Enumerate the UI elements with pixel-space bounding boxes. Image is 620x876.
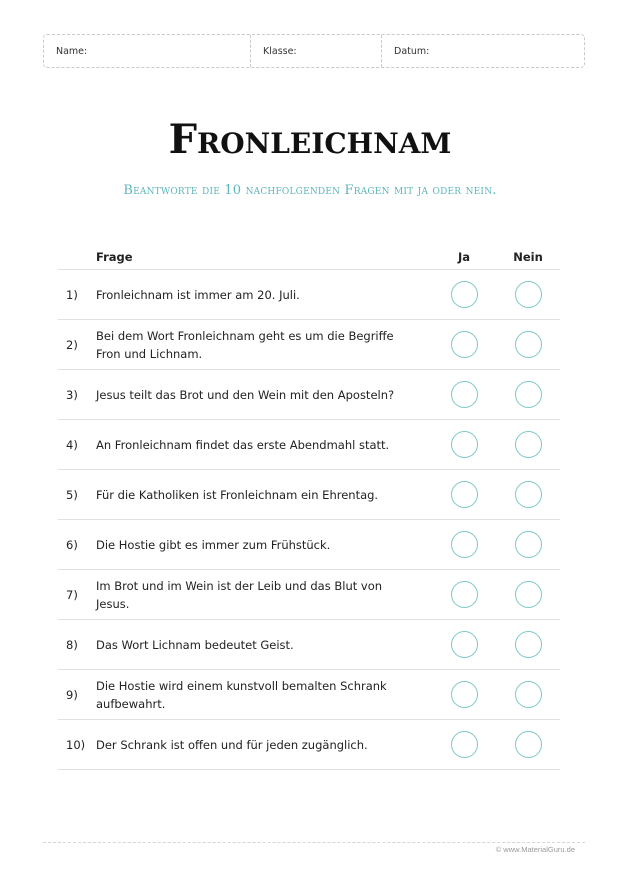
yes-cell xyxy=(432,631,496,658)
yes-answer-circle[interactable] xyxy=(451,581,478,608)
class-field[interactable] xyxy=(250,35,381,67)
header-no: Nein xyxy=(513,249,543,264)
no-answer-circle[interactable] xyxy=(515,631,542,658)
question-number: 9) xyxy=(66,687,78,702)
no-cell xyxy=(496,431,560,458)
table-row xyxy=(58,570,560,620)
class-label: Klasse: xyxy=(263,45,297,57)
instructions: Beantworte die 10 nachfolgenden Fragen mit ja oder nein. xyxy=(123,183,497,198)
question-number: 2) xyxy=(66,337,78,352)
yes-answer-circle[interactable] xyxy=(451,681,478,708)
footer-divider xyxy=(43,842,585,843)
yes-answer-circle[interactable] xyxy=(451,731,478,758)
table-row xyxy=(58,670,560,720)
yes-cell xyxy=(432,731,496,758)
name-label: Name: xyxy=(56,45,88,57)
table-row xyxy=(58,620,560,670)
no-cell xyxy=(496,681,560,708)
name-field[interactable] xyxy=(44,35,250,67)
table-row xyxy=(58,320,560,370)
no-cell xyxy=(496,481,560,508)
no-cell xyxy=(496,631,560,658)
yes-answer-circle[interactable] xyxy=(451,331,478,358)
student-info-box xyxy=(43,34,585,68)
yes-answer-circle[interactable] xyxy=(451,631,478,658)
table-header xyxy=(58,244,560,270)
question-number: 4) xyxy=(66,437,78,452)
no-answer-circle[interactable] xyxy=(515,381,542,408)
yes-cell xyxy=(432,381,496,408)
question-text: Der Schrank ist offen und für jeden zugänglich. xyxy=(96,737,368,752)
question-number: 10) xyxy=(66,737,86,752)
yes-cell xyxy=(432,281,496,308)
yes-cell xyxy=(432,681,496,708)
table-row xyxy=(58,520,560,570)
question-text: Jesus teilt das Brot und den Wein mit den Aposteln? xyxy=(96,387,395,402)
question-text: An Fronleichnam findet das erste Abendmahl statt. xyxy=(96,437,390,452)
no-cell xyxy=(496,531,560,558)
no-answer-circle[interactable] xyxy=(515,431,542,458)
question-text: Für die Katholiken ist Fronleichnam ein Ehrentag. xyxy=(96,487,379,502)
yes-cell xyxy=(432,331,496,358)
yes-cell xyxy=(432,431,496,458)
no-cell xyxy=(496,581,560,608)
question-text: Fronleichnam ist immer am 20. Juli. xyxy=(96,287,300,302)
yes-cell xyxy=(432,581,496,608)
question-text: Bei dem Wort Fronleichnam geht es um die Begriffe Fron und Lichnam. xyxy=(96,328,394,361)
question-number: 7) xyxy=(66,587,78,602)
no-answer-circle[interactable] xyxy=(515,581,542,608)
no-cell xyxy=(496,731,560,758)
question-table xyxy=(58,244,560,770)
yes-answer-circle[interactable] xyxy=(451,381,478,408)
question-number: 8) xyxy=(66,637,78,652)
question-text: Die Hostie gibt es immer zum Frühstück. xyxy=(96,537,331,552)
yes-cell xyxy=(432,481,496,508)
question-number: 1) xyxy=(66,287,78,302)
question-text: Im Brot und im Wein ist der Leib und das Blut von Jesus. xyxy=(96,578,383,611)
header-question: Frage xyxy=(96,249,133,264)
yes-answer-circle[interactable] xyxy=(451,281,478,308)
question-number: 3) xyxy=(66,387,78,402)
no-answer-circle[interactable] xyxy=(515,481,542,508)
page-title: Fronleichnam xyxy=(168,116,452,163)
table-row xyxy=(58,720,560,770)
question-number: 5) xyxy=(66,487,78,502)
no-answer-circle[interactable] xyxy=(515,681,542,708)
question-text: Das Wort Lichnam bedeutet Geist. xyxy=(96,637,294,652)
date-field[interactable] xyxy=(381,35,584,67)
no-cell xyxy=(496,331,560,358)
no-answer-circle[interactable] xyxy=(515,281,542,308)
table-row xyxy=(58,420,560,470)
yes-answer-circle[interactable] xyxy=(451,531,478,558)
table-row xyxy=(58,470,560,520)
no-cell xyxy=(496,281,560,308)
header-yes: Ja xyxy=(457,249,471,264)
table-row xyxy=(58,370,560,420)
question-number: 6) xyxy=(66,537,78,552)
table-body xyxy=(58,270,560,770)
no-cell xyxy=(496,381,560,408)
copyright: © www.MaterialGuru.de xyxy=(495,845,575,854)
yes-answer-circle[interactable] xyxy=(451,431,478,458)
yes-cell xyxy=(432,531,496,558)
table-row xyxy=(58,270,560,320)
no-answer-circle[interactable] xyxy=(515,531,542,558)
no-answer-circle[interactable] xyxy=(515,331,542,358)
date-label: Datum: xyxy=(394,45,430,57)
question-text: Die Hostie wird einem kunstvoll bemalten Schrank aufbewahrt. xyxy=(96,678,387,711)
no-answer-circle[interactable] xyxy=(515,731,542,758)
yes-answer-circle[interactable] xyxy=(451,481,478,508)
